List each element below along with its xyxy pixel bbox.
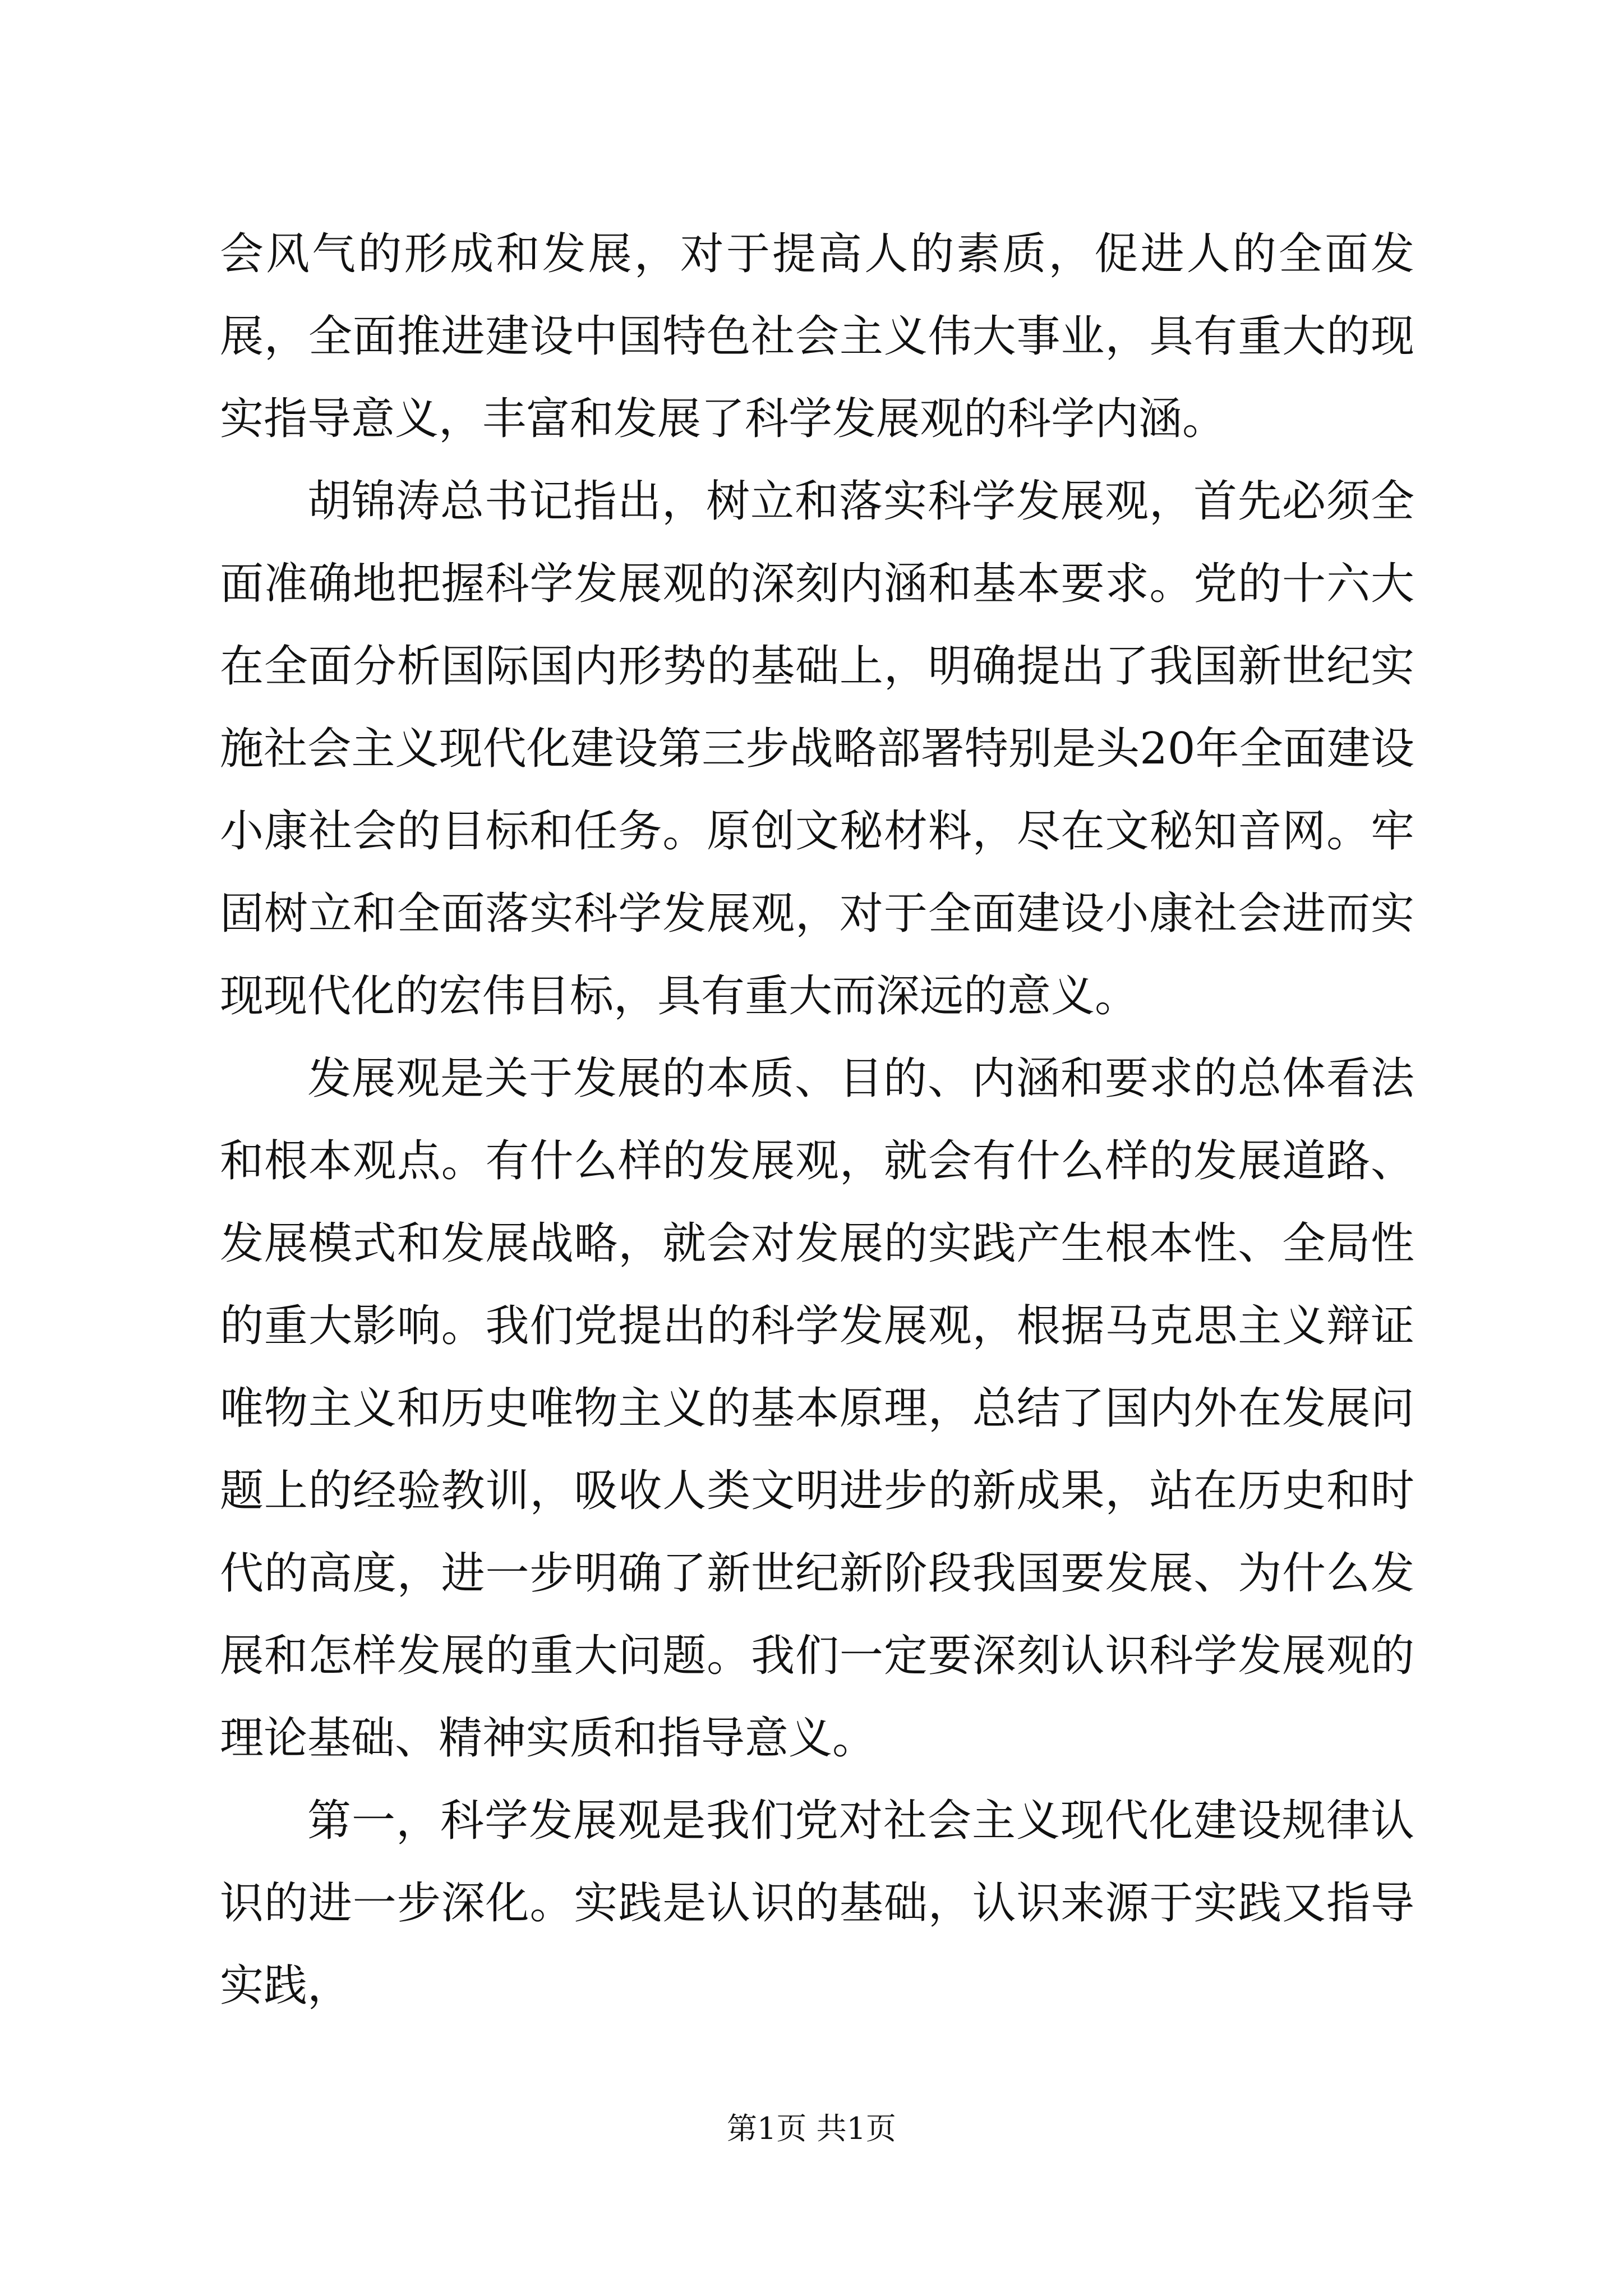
paragraph-1: 会风气的形成和发展，对于提高人的素质，促进人的全面发展，全面推进建设中国特色社会主义伟大事业，具有重大的现实指导意义，丰富和发展了科学发展观的科学内涵。 xyxy=(220,229,1414,444)
paragraph-3: 发展观是关于发展的本质、目的、内涵和要求的总体看法和根本观点。有什么样的发展观，就会有什么样的发展道路、发展模式和发展战略，就会对发展的实践产生根本性、全局性的重大影响。我们党提出的科学发展观，根据马克思主义辩证唯物主义和历史唯物主义的基本原理，总结了国内外在发展问题上的经验教训，吸收人类文明进步的新成果，站在历史和时代的高度，进一步明确了新世纪新阶段我国要发展、为什么发展和怎样发展的重大问题。我们一定要深刻认识科学发展观的理论基础、精神实质和指导意义。 xyxy=(220,1053,1414,1764)
document-body xyxy=(220,213,1414,2027)
paragraph-4: 第一，科学发展观是我们党对社会主义现代化建设规律认识的进一步深化。实践是认识的基础，认识来源于实践又指导实践， xyxy=(220,1796,1414,2011)
page-number-footer: 第1页 共1页 xyxy=(727,2111,896,2146)
paragraph-2: 胡锦涛总书记指出，树立和落实科学发展观，首先必须全面准确地把握科学发展观的深刻内涵和基本要求。党的十六大在全面分析国际国内形势的基础上，明确提出了我国新世纪实施社会主义现代化建设第三步战略部署特别是头20年全面建设小康社会的目标和任务。原创文秘材料，尽在文秘知音网。牢固树立和全面落实科学发展观，对于全面建设小康社会进而实现现代化的宏伟目标，具有重大而深远的意义。 xyxy=(220,476,1414,1022)
